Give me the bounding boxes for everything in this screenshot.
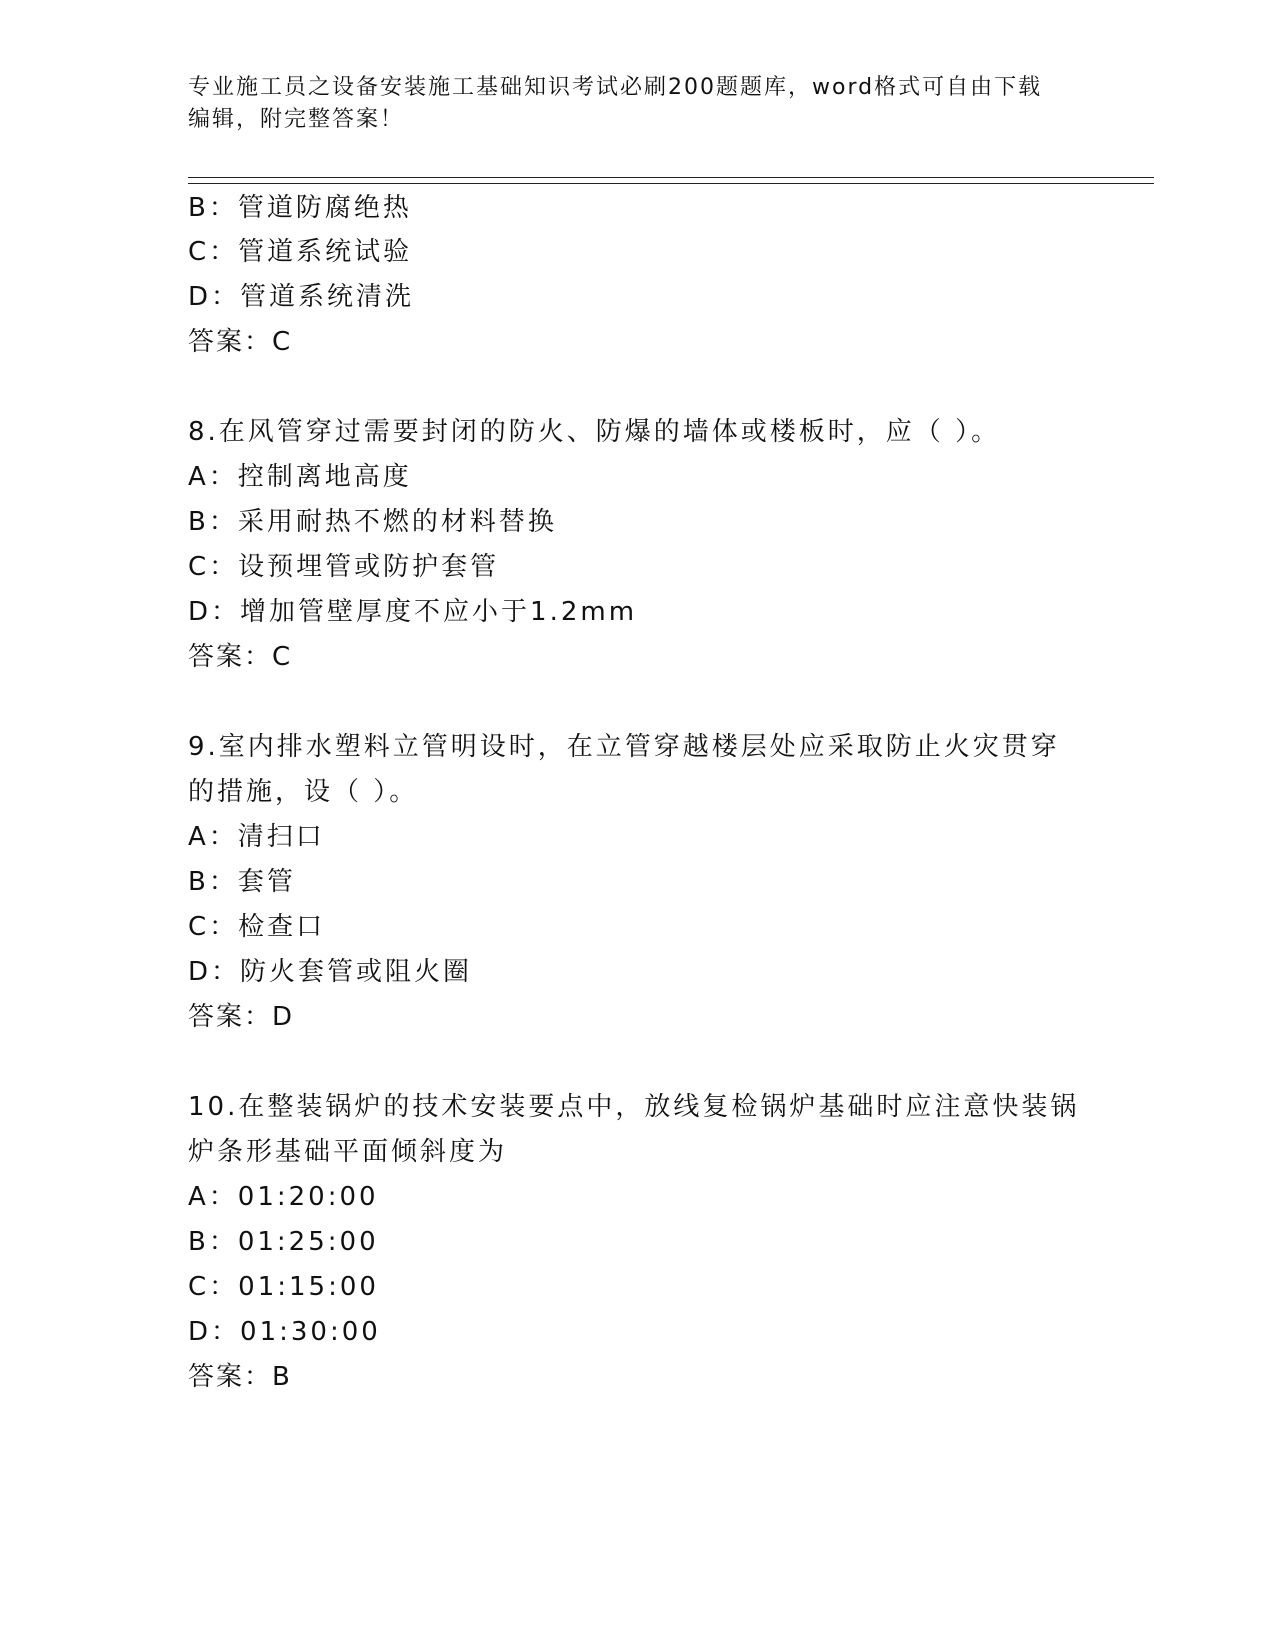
q8-option-d: D：增加管壁厚度不应小于1.2mm: [188, 597, 638, 627]
q8-answer: 答案：C: [188, 642, 293, 672]
q8-option-b: B：采用耐热不燃的材料替换: [188, 507, 557, 537]
q9-option-b: B：套管: [188, 867, 296, 897]
q10-option-d: D：01:30:00: [188, 1317, 381, 1347]
q8-option-c: C：设预埋管或防护套管: [188, 552, 500, 582]
q10-answer: 答案：B: [188, 1362, 292, 1392]
q7-option-b: B：管道防腐绝热: [188, 193, 412, 223]
q9-stem-line-1: 9.室内排水塑料立管明设时，在立管穿越楼层处应采取防止火灾贯穿: [188, 732, 1060, 762]
q9-option-a: A：清扫口: [188, 822, 325, 852]
q9-answer: 答案：D: [188, 1002, 295, 1032]
q9-option-d: D：防火套管或阻火圈: [188, 957, 473, 987]
header-divider-bottom: [188, 183, 1154, 184]
q10-option-c: C：01:15:00: [188, 1272, 379, 1302]
document-header: [188, 72, 1088, 136]
q8-option-a: A：控制离地高度: [188, 462, 412, 492]
q10-stem-line-2: 炉条形基础平面倾斜度为: [188, 1137, 508, 1167]
header-line-1: 专业施工员之设备安装施工基础知识考试必刷200题题库，word格式可自由下载: [188, 75, 1043, 100]
q10-option-a: A：01:20:00: [188, 1182, 379, 1212]
q8-stem: 8.在风管穿过需要封闭的防火、防爆的墙体或楼板时，应（ ）。: [188, 417, 1001, 447]
header-line-2: 编辑，附完整答案！: [188, 107, 405, 132]
q10-option-b: B：01:25:00: [188, 1227, 379, 1257]
q9-option-c: C：检查口: [188, 912, 326, 942]
q9-stem-line-2: 的措施，设（ ）。: [188, 777, 419, 807]
q7-option-d: D：管道系统清洗: [188, 282, 415, 312]
q10-stem-line-1: 10.在整装锅炉的技术安装要点中，放线复检锅炉基础时应注意快装锅: [188, 1092, 1080, 1122]
header-divider-top: [188, 177, 1154, 178]
q7-answer: 答案：C: [188, 327, 293, 357]
q7-option-c: C：管道系统试验: [188, 237, 413, 267]
